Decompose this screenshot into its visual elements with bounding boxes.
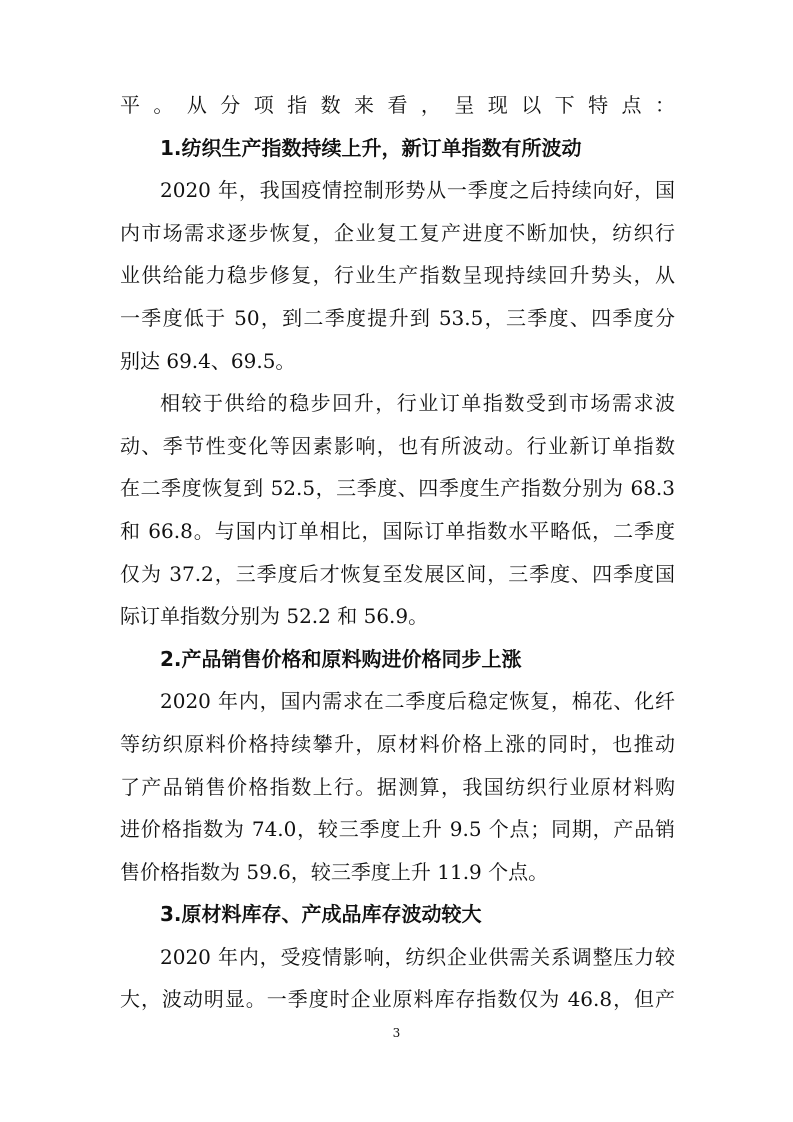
text-line: 进价格指数为 74.0，较三季度上升 9.5 个点；同期，产品销 xyxy=(120,817,675,842)
text-line: 了产品销售价格指数上行。据测算，我国纺织行业原材料购 xyxy=(120,774,675,799)
text-line: 相较于供给的稳步回升，行业订单指数受到市场需求波 xyxy=(160,391,675,416)
text-line: 2020 年，我国疫情控制形势从一季度之后持续向好，国 xyxy=(160,178,675,203)
text-line: 内市场需求逐步恢复，企业复工复产进度不断加快，纺织行 xyxy=(120,220,675,245)
text-line: 2020 年内，国内需求在二季度后稳定恢复，棉花、化纤 xyxy=(160,689,675,714)
section-heading-2: 2.产品销售价格和原料购进价格同步上涨 xyxy=(160,646,522,671)
text-line: 在二季度恢复到 52.5，三季度、四季度生产指数分别为 68.3 xyxy=(120,476,675,501)
text-line: 售价格指数为 59.6，较三季度上升 11.9 个点。 xyxy=(120,859,549,884)
text-line: 等纺织原料价格持续攀升，原材料价格上涨的同时，也推动 xyxy=(120,731,675,756)
document-body xyxy=(120,84,675,1021)
text-line: 业供给能力稳步修复，行业生产指数呈现持续回升势头，从 xyxy=(120,263,675,288)
text-line: 2020 年内，受疫情影响，纺织企业供需关系调整压力较 xyxy=(160,944,675,969)
text-line: 和 66.8。与国内订单相比，国际订单指数水平略低，二季度 xyxy=(120,518,675,543)
text-line: 动、季节性变化等因素影响，也有所波动。行业新订单指数 xyxy=(120,433,675,458)
text-line: 平。从分项指数来看，呈现以下特点： xyxy=(120,93,675,117)
text-line: 仅为 37.2，三季度后才恢复至发展区间，三季度、四季度国 xyxy=(120,561,675,586)
page-number: 3 xyxy=(392,1026,401,1040)
text-line: 大，波动明显。一季度时企业原料库存指数仅为 46.8，但产 xyxy=(120,987,675,1012)
text-line: 一季度低于 50，到二季度提升到 53.5，三季度、四季度分 xyxy=(120,305,675,330)
section-heading-1: 1.纺织生产指数持续上升，新订单指数有所波动 xyxy=(160,135,582,160)
section-heading-3: 3.原材料库存、产成品库存波动较大 xyxy=(160,902,482,927)
text-line: 际订单指数分别为 52.2 和 56.9。 xyxy=(120,604,429,629)
text-line: 别达 69.4、69.5。 xyxy=(120,348,296,373)
